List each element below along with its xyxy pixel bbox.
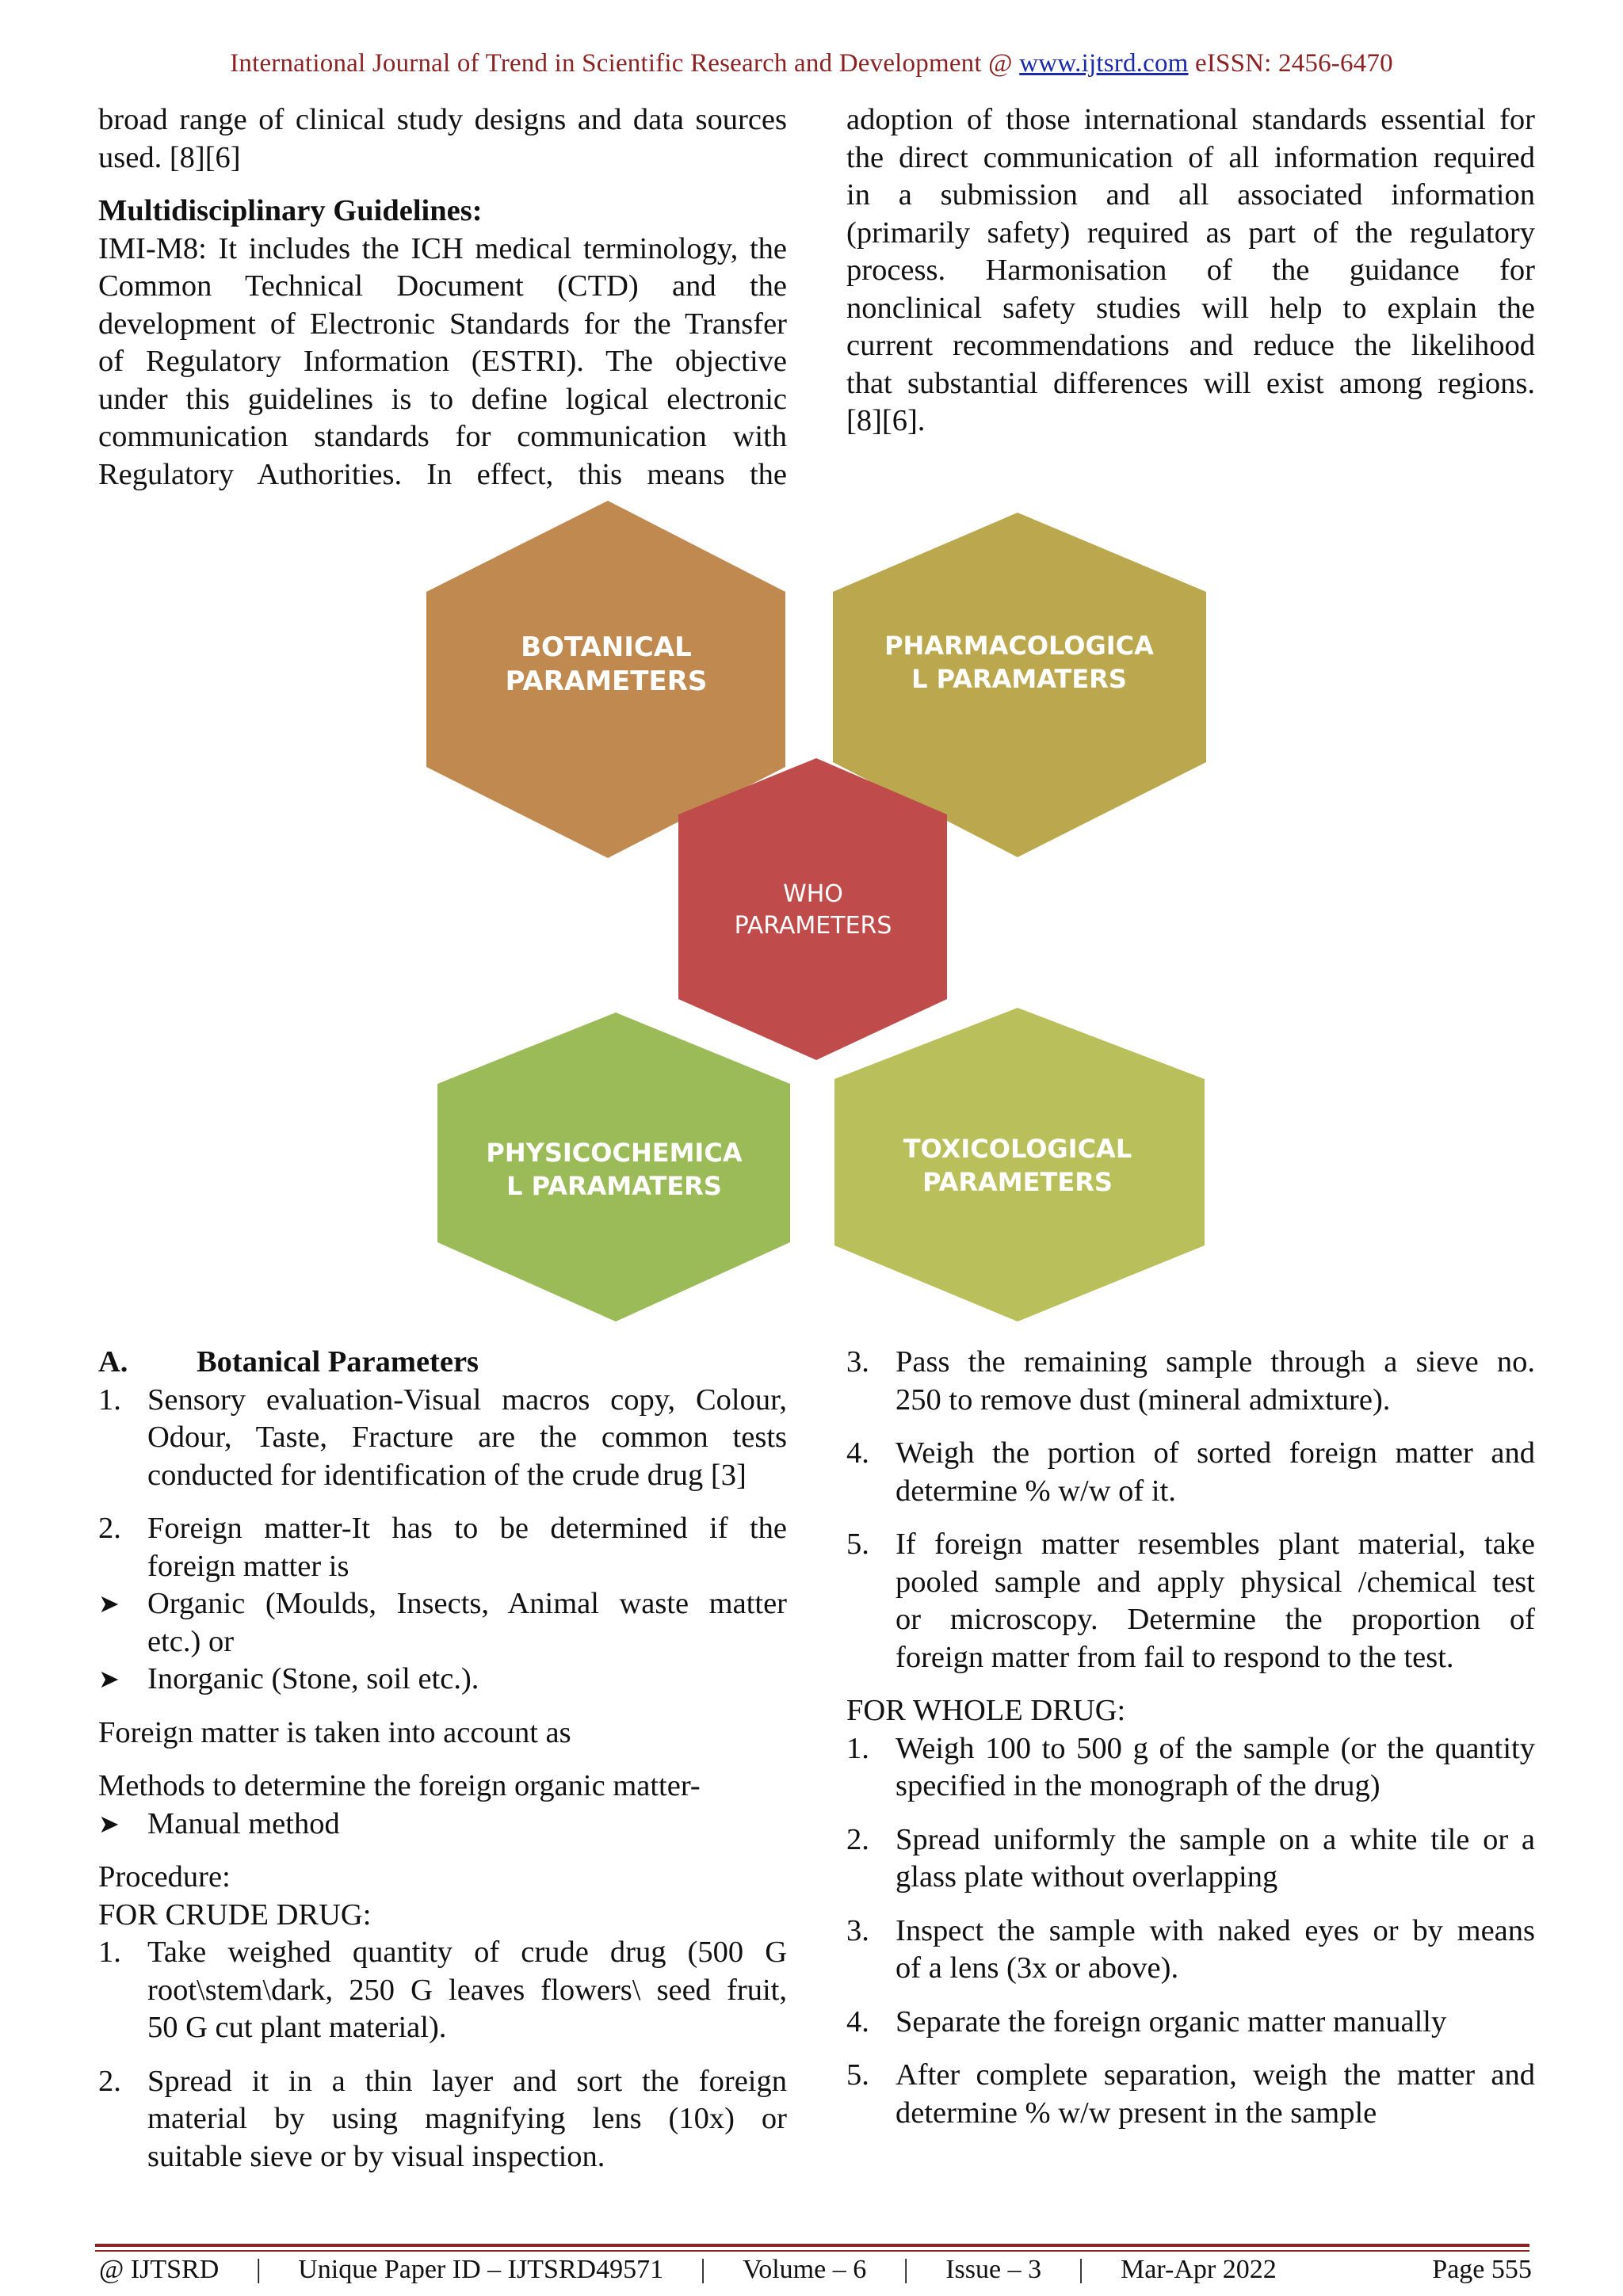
running-footer [99,2255,1532,2285]
list-item [846,2004,1535,2042]
item-line: Spread it in a thin layer and sort the foreign [147,2064,787,2098]
footer-journal: @ IJTSRD [99,2255,220,2284]
para-line: [8][6]. [846,404,926,437]
item-number: 2. [846,1822,869,1856]
hexagon-toxicological [834,1008,1205,1322]
footer-page: Page 555 [1432,2255,1532,2284]
item-number: 1. [98,1936,121,1969]
item-line: Sensory evaluation-Visual macros copy, Colour, [147,1383,787,1417]
item-line: Weigh the portion of sorted foreign matter and [896,1436,1535,1470]
item-line: determine % w/w of it. [896,1474,1176,1508]
list-item [846,2057,1535,2132]
bullet-line: etc.) or [147,1624,235,1658]
item-line: Spread uniformly the sample on a white tile or a [896,1822,1535,1856]
procedure-label: Procedure: [98,1860,231,1894]
item-line: material by using magnifying lens (10x) or [147,2102,787,2135]
who-parameters-diagram [396,491,1236,1331]
item-number: 2. [98,2064,121,2098]
list-item [98,2063,787,2176]
right-column-bottom [846,1344,1535,2132]
bullet-item [98,1585,787,1661]
bullet-line: Inorganic (Stone, soil etc.). [147,1662,479,1695]
item-line: Take weighed quantity of crude drug (500 G [147,1936,787,1969]
footer-rule [95,2244,1529,2247]
section-title: Botanical Parameters [197,1345,479,1379]
footer-separator: | [1078,2255,1084,2284]
left-column-bottom [98,1344,787,2176]
item-number: 4. [846,1436,869,1470]
hexagon-label: L PARAMATERS [506,1171,722,1201]
item-line: 250 to remove dust (mineral admixture). [896,1383,1391,1417]
note-line: Methods to determine the foreign organic matter- [98,1769,701,1802]
item-number: 2. [98,1512,121,1545]
item-line: foreign matter from fail to respond to the test. [896,1640,1454,1674]
footer-separator: | [255,2255,262,2284]
bullet-line: Manual method [147,1806,340,1840]
footer-paper-id: Unique Paper ID – IJTSRD49571 [298,2255,664,2284]
bullet-line: Organic (Moulds, Insects, Animal waste matter [147,1587,787,1620]
item-line: suitable sieve or by visual inspection. [147,2139,605,2173]
hexagon-label: PHYSICOCHEMICA [486,1138,743,1168]
list-item [98,1382,787,1495]
footer-issue: Issue – 3 [945,2255,1042,2284]
hexagon-label: BOTANICAL [521,631,692,663]
item-line: root\stem\dark, 250 G leaves flowers\ seed fruit, [147,1973,787,2007]
hexagon-label: PARAMETERS [505,666,708,697]
journal-url-link[interactable]: www.ijtsrd.com [1019,49,1189,78]
note-line: Foreign matter is taken into account as [98,1715,571,1749]
footer-rule [95,2250,1529,2252]
list-item [98,1934,787,2047]
arrow-bullet-icon: ➤ [98,1589,120,1619]
para-line: Regulatory Authorities. In effect, this means the [98,457,787,491]
para-line: (primarily safety) required as part of the regulatory [846,215,1535,250]
hexagon-label: PARAMETERS [922,1167,1113,1197]
list-item [846,1821,1535,1897]
section-heading: Multidisciplinary Guidelines: [98,194,483,227]
item-line: specified in the monograph of the drug) [896,1769,1381,1802]
para-line: current recommendations and reduce the likelihood [846,329,1535,362]
footer-separator: | [700,2255,706,2284]
crude-drug-heading: FOR CRUDE DRUG: [98,1897,372,1932]
list-item [846,1526,1535,1676]
item-line: If foreign matter resembles plant material, take [896,1527,1535,1561]
list-item [846,1344,1535,1419]
item-number: 1. [98,1383,121,1417]
para-line: of Regulatory Information (ESTRI). The objective [98,345,787,378]
journal-name: International Journal of Trend in Scientific Research and Development @ [230,49,1013,78]
item-line: of a lens (3x or above). [896,1951,1179,1985]
para-line: nonclinical safety studies will help to explain the [846,291,1535,325]
item-line: determine % w/w present in the sample [896,2096,1377,2130]
item-number: 4. [846,2004,869,2039]
para-line: in a submission and all associated information [846,178,1535,212]
arrow-bullet-icon: ➤ [98,1664,120,1694]
item-line: Separate the foreign organic matter manually [896,2004,1447,2039]
item-line: or microscopy. Determine the proportion of [896,1603,1535,1636]
list-item [846,1730,1535,1806]
footer-volume: Volume – 6 [743,2255,867,2284]
item-number: 3. [846,1913,869,1947]
para-line: adoption of those international standards essential for [846,103,1535,136]
right-column-top [846,101,1535,441]
para-line: Common Technical Document (CTD) and the [98,269,787,303]
hexagon-physicochemical [437,1013,790,1322]
para-line: under this guidelines is to define logical electronic [98,382,787,416]
item-number: 5. [846,1527,869,1561]
item-line: Pass the remaining sample through a sieve no. [896,1345,1535,1379]
hexagon-label: PARAMETERS [734,912,892,940]
item-line: Odour, Taste, Fracture are the common tests [147,1421,787,1454]
item-line: 50 G cut plant material). [147,2011,447,2044]
list-item [846,1913,1535,1988]
item-line: conducted for identification of the crude drug [3] [147,1458,747,1492]
item-line: pooled sample and apply physical /chemical test [896,1565,1535,1599]
item-number: 3. [846,1345,869,1379]
arrow-bullet-icon: ➤ [98,1808,120,1839]
hexagon-label: L PARAMATERS [911,664,1127,694]
footer-separator: | [903,2255,909,2284]
item-line: glass plate without overlapping [896,1860,1278,1894]
para-line: development of Electronic Standards for the Transfer [98,307,787,341]
hexagon-label: PHARMACOLOGICA [884,631,1154,661]
hexagon-shape [678,758,947,1060]
running-header [0,49,1623,78]
para-line: IMI-M8: It includes the ICH medical terminology, the [98,231,787,265]
hexagon-shape [834,1008,1205,1322]
footer-date: Mar-Apr 2022 [1121,2255,1277,2284]
item-line: foreign matter is [147,1549,349,1583]
section-a-heading [98,1344,787,1382]
left-column-top [98,101,787,494]
item-number: 1. [846,1731,869,1765]
item-line: After complete separation, weigh the matter and [896,2058,1535,2092]
bullet-item [98,1661,787,1699]
issn: eISSN: 2456-6470 [1195,49,1393,78]
intro-line: broad range of clinical study designs and data sources [98,103,787,136]
para-line: communication standards for communication with [98,420,787,453]
section-letter: A. [98,1345,128,1379]
item-line: Weigh 100 to 500 g of the sample (or the quantity [896,1731,1535,1765]
para-line: that substantial differences will exist among regions. [846,366,1535,400]
list-item [98,1510,787,1585]
intro-line: used. [8][6] [98,140,241,174]
bullet-item [98,1806,787,1844]
hexagon-label: TOXICOLOGICAL [903,1134,1132,1164]
item-line: Inspect the sample with naked eyes or by means [896,1913,1535,1947]
para-line: the direct communication of all information required [846,140,1535,174]
hexagon-who [678,758,947,1060]
item-number: 5. [846,2058,869,2092]
item-line: Foreign matter-It has to be determined if the [147,1512,787,1545]
whole-drug-heading: FOR WHOLE DRUG: [846,1694,1126,1727]
list-item [846,1435,1535,1510]
hexagon-label: WHO [783,880,843,908]
para-line: process. Harmonisation of the guidance for [846,254,1535,287]
